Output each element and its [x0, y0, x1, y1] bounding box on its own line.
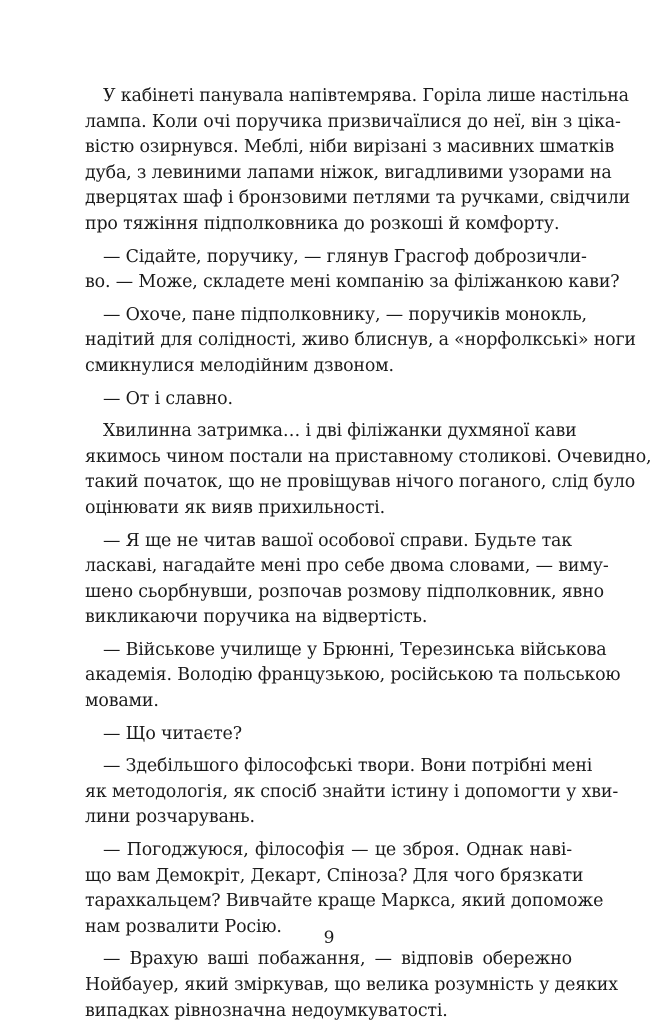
text-line: ласкаві, нагадайте мені про себе двома словами, — виму-: [85, 556, 609, 577]
paragraph: [85, 84, 631, 238]
paragraph: [85, 754, 619, 831]
text-line: академія. Володію французькою, російською та польською: [85, 665, 621, 686]
text-line: викликаючи поручика на відвертість.: [85, 607, 428, 628]
text-line: що вам Демокріт, Декарт, Спіноза? Для чого брязкати: [85, 865, 584, 886]
text-line: Хвилинна затримка… і дві філіжанки духмяної кави: [103, 421, 577, 442]
text-line: — Врахую ваші побажання, — відповів обережно: [103, 949, 572, 970]
paragraph: [85, 387, 572, 413]
text-line: — От і славно.: [103, 388, 233, 409]
paragraph: [85, 947, 618, 1024]
text-line: — Здебільшого філософські твори. Вони потрібні мені: [103, 756, 593, 777]
paragraph: [85, 529, 609, 631]
body-text: [85, 84, 652, 1031]
paragraph: [85, 419, 652, 521]
text-line: шено сьорбнувши, розпочав розмову підполковник, явно: [85, 581, 604, 602]
text-line: мовами.: [85, 691, 159, 712]
text-line: такий початок, що не провіщував нічого поганого, слід було: [85, 472, 636, 493]
text-line: дверцятах шаф і бронзовими петлями та ручками, свідчили: [85, 188, 631, 209]
text-line: випадках рівнозначна недоумкуватості.: [85, 1000, 448, 1021]
text-line: лини розчарувань.: [85, 807, 255, 828]
paragraph: [85, 638, 621, 715]
text-line: вістю озирнувся. Меблі, ніби вирізані з масивних шматків: [85, 137, 615, 158]
text-line: во. — Може, складете мені компанію за філіжанкою кави?: [85, 272, 620, 293]
text-line: У кабінеті панувала напівтемрява. Горіла лише настільна: [103, 86, 629, 106]
text-line: тарахкальцем? Вивчайте краще Маркса, який допоможе: [85, 891, 604, 912]
text-line: надітий для солідності, живо блиснув, а «норфолкські» ноги: [85, 330, 636, 351]
text-line: — Погоджуюся, філософія — це зброя. Однак наві-: [103, 840, 572, 861]
text-line: оцінювати як вияв прихильності.: [85, 497, 385, 518]
page-number: 9: [323, 928, 335, 948]
paragraph: [85, 722, 572, 748]
paragraph: [85, 245, 620, 296]
text-line: якимось чином постали на приставному столикові. Очевидно,: [85, 446, 652, 467]
text-line: нам розвалити Росію.: [85, 916, 282, 937]
text-line: — Військове училище у Брюнні, Терезинська військова: [103, 639, 607, 660]
text-line: дуба, з левиними лапами ніжок, вигадливими узорами на: [85, 162, 612, 183]
text-line: про тяжіння підполковника до розкоші й комфорту.: [85, 213, 560, 234]
text-line: як методологія, як спосіб знайти істину і допомогти у хви-: [85, 781, 619, 802]
text-line: — Охоче, пане підполковнику, — поручиків монокль,: [103, 304, 587, 325]
text-line: лампа. Коли очі поручика призвичаїлися до неї, він з ціка-: [85, 111, 621, 132]
text-line: Нойбауер, який зміркував, що велика розумність у деяких: [85, 975, 618, 995]
paragraph: [85, 838, 604, 940]
text-line: смикнулися мелодійним дзвоном.: [85, 355, 394, 376]
text-line: — Сідайте, поручику, — глянув Грасгоф доброзичли-: [103, 246, 587, 267]
text-line: — Що читаєте?: [103, 723, 242, 744]
text-line: — Я ще не читав вашої особової справи. Будьте так: [103, 530, 572, 551]
paragraph: [85, 303, 636, 380]
